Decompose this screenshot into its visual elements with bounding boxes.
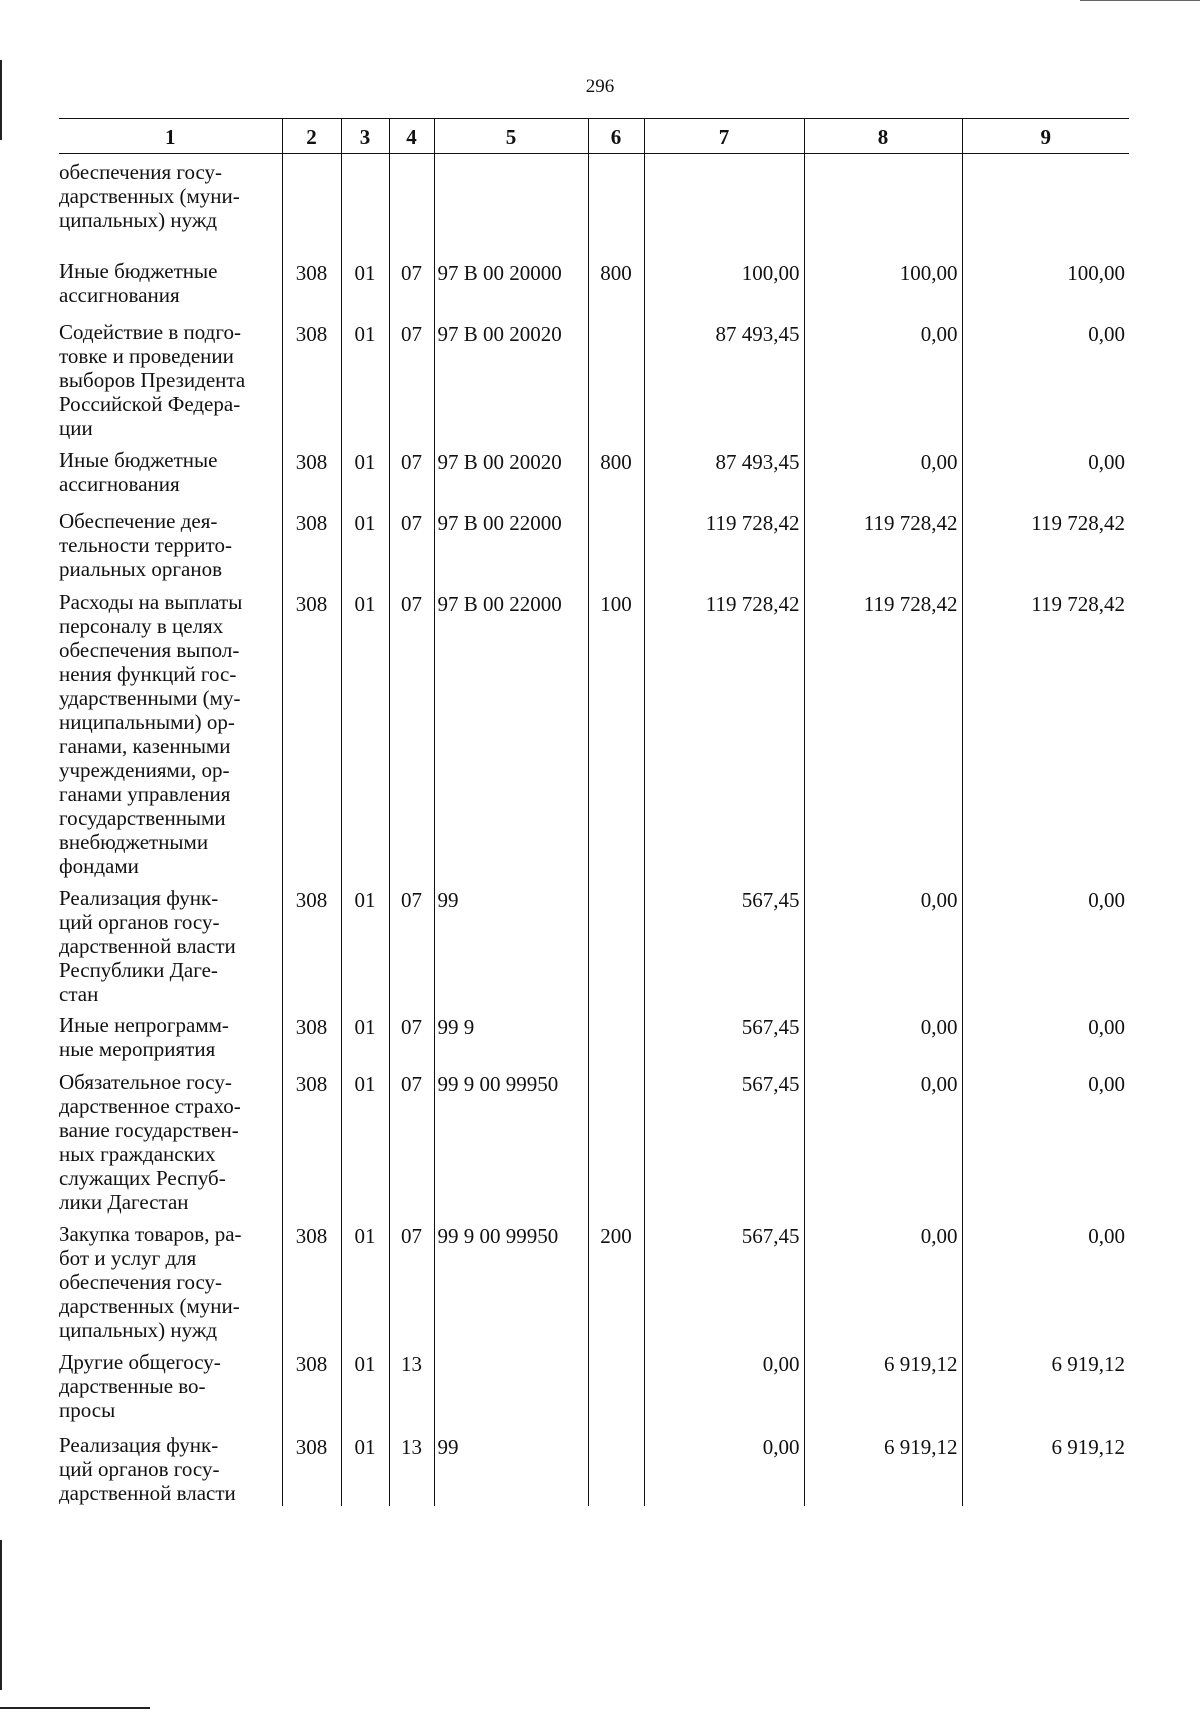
cell-code-admin: 308 [282, 878, 341, 1006]
scan-edge-mark [1080, 0, 1200, 1]
cell-target-article: 99 [434, 1426, 588, 1506]
cell-target-article [434, 154, 588, 250]
cell-code-section: 01 [341, 878, 389, 1006]
cell-amount-col7: 87 493,45 [644, 440, 804, 501]
table-row [59, 154, 1129, 250]
column-header-2: 2 [282, 119, 341, 154]
cell-code-admin: 308 [282, 1214, 341, 1342]
cell-target-article: 97 В 00 22000 [434, 501, 588, 582]
cell-code-admin: 308 [282, 1006, 341, 1062]
cell-target-article: 99 9 [434, 1006, 588, 1062]
cell-amount-col9: 6 919,12 [962, 1342, 1129, 1426]
table-row [59, 582, 1129, 878]
cell-amount-col9: 0,00 [962, 1006, 1129, 1062]
page-number: 296 [585, 76, 615, 97]
cell-code-subsection: 07 [389, 440, 434, 501]
cell-code-section: 01 [341, 1062, 389, 1214]
column-header-8: 8 [804, 119, 962, 154]
table-row [59, 878, 1129, 1006]
table-row [59, 1062, 1129, 1214]
cell-code-subsection: 13 [389, 1426, 434, 1506]
column-header-5: 5 [434, 119, 588, 154]
cell-amount-col7: 100,00 [644, 250, 804, 311]
cell-code-section: 01 [341, 440, 389, 501]
cell-target-article: 97 В 00 20020 [434, 311, 588, 440]
item-name-text: Иные бюджетные ассигнования [59, 258, 218, 307]
cell-amount-col8: 0,00 [804, 1006, 962, 1062]
scan-edge-mark [0, 1540, 2, 1690]
cell-amount-col7: 567,45 [644, 1214, 804, 1342]
cell-amount-col8: 100,00 [804, 250, 962, 311]
cell-code-admin: 308 [282, 1426, 341, 1506]
cell-amount-col9: 100,00 [962, 250, 1129, 311]
cell-amount-col8: 0,00 [804, 878, 962, 1006]
cell-amount-col8: 0,00 [804, 1214, 962, 1342]
cell-code-subsection: 07 [389, 311, 434, 440]
cell-amount-col9: 0,00 [962, 1214, 1129, 1342]
column-header-1: 1 [59, 119, 282, 154]
cell-amount-col9: 0,00 [962, 1062, 1129, 1214]
cell-amount-col8: 0,00 [804, 440, 962, 501]
cell-code-section: 01 [341, 311, 389, 440]
cell-target-article: 99 9 00 99950 [434, 1062, 588, 1214]
cell-expense-type [588, 878, 644, 1006]
cell-item-name [59, 1062, 282, 1214]
cell-amount-col8: 0,00 [804, 311, 962, 440]
table-row [59, 1214, 1129, 1342]
cell-item-name [59, 1006, 282, 1062]
cell-code-subsection: 13 [389, 1342, 434, 1426]
cell-item-name [59, 250, 282, 311]
cell-amount-col9 [962, 154, 1129, 250]
table-row [59, 250, 1129, 311]
cell-code-subsection: 07 [389, 878, 434, 1006]
item-name-text: Обеспечение дея- тельности террито- риальных органов [59, 508, 232, 581]
cell-expense-type [588, 1006, 644, 1062]
cell-target-article: 99 [434, 878, 588, 1006]
cell-code-subsection: 07 [389, 1062, 434, 1214]
cell-expense-type [588, 154, 644, 250]
cell-item-name [59, 501, 282, 582]
cell-amount-col7: 0,00 [644, 1342, 804, 1426]
cell-code-admin [282, 154, 341, 250]
column-header-9: 9 [962, 119, 1129, 154]
cell-code-admin: 308 [282, 582, 341, 878]
cell-item-name [59, 1426, 282, 1506]
item-name-text: Иные непрограмм- ные мероприятия [59, 1012, 229, 1061]
cell-amount-col9: 119 728,42 [962, 582, 1129, 878]
item-name-text: Иные бюджетные ассигнования [59, 447, 218, 496]
cell-expense-type [588, 1426, 644, 1506]
cell-item-name [59, 1342, 282, 1426]
budget-table [59, 118, 1129, 1506]
cell-expense-type: 800 [588, 440, 644, 501]
item-name-text: Расходы на выплаты персоналу в целях обеспечения выпол- нения функций гос- ударственными (му- ниципальными) ор- ганами, казенными учреждениями, ор- ганами управления государственными внебюджетными фондами [59, 589, 243, 878]
cell-expense-type [588, 1062, 644, 1214]
cell-target-article: 97 В 00 20020 [434, 440, 588, 501]
cell-target-article [434, 1342, 588, 1426]
cell-amount-col8 [804, 154, 962, 250]
cell-expense-type [588, 501, 644, 582]
cell-code-admin: 308 [282, 1062, 341, 1214]
cell-amount-col8: 0,00 [804, 1062, 962, 1214]
cell-amount-col9: 119 728,42 [962, 501, 1129, 582]
header-row [59, 119, 1129, 154]
item-name-text: Реализация функ- ций органов госу- дарственной власти Республики Даге- стан [59, 885, 236, 1006]
cell-code-admin: 308 [282, 1342, 341, 1426]
cell-code-subsection: 07 [389, 501, 434, 582]
cell-code-subsection: 07 [389, 1214, 434, 1342]
cell-code-subsection: 07 [389, 582, 434, 878]
column-header-7: 7 [644, 119, 804, 154]
table-row [59, 1006, 1129, 1062]
table-row [59, 440, 1129, 501]
cell-amount-col9: 0,00 [962, 311, 1129, 440]
cell-code-section: 01 [341, 1006, 389, 1062]
cell-item-name [59, 440, 282, 501]
cell-code-section [341, 154, 389, 250]
cell-amount-col7: 0,00 [644, 1426, 804, 1506]
cell-expense-type: 100 [588, 582, 644, 878]
cell-item-name [59, 311, 282, 440]
cell-expense-type [588, 1342, 644, 1426]
cell-code-admin: 308 [282, 440, 341, 501]
item-name-text: Реализация функ- ций органов госу- дарственной власти [59, 1432, 236, 1505]
column-header-6: 6 [588, 119, 644, 154]
table-row [59, 1342, 1129, 1426]
table-row [59, 501, 1129, 582]
cell-item-name [59, 154, 282, 250]
cell-code-subsection [389, 154, 434, 250]
cell-code-subsection: 07 [389, 250, 434, 311]
table-row [59, 1426, 1129, 1506]
cell-amount-col7: 567,45 [644, 1006, 804, 1062]
item-name-text: обеспечения госу- дарственных (муни- ципальных) нужд [59, 160, 240, 232]
cell-code-section: 01 [341, 1426, 389, 1506]
cell-target-article: 97 В 00 22000 [434, 582, 588, 878]
cell-expense-type [588, 311, 644, 440]
table-row [59, 311, 1129, 440]
cell-amount-col9: 0,00 [962, 440, 1129, 501]
cell-amount-col7: 567,45 [644, 878, 804, 1006]
cell-code-section: 01 [341, 1342, 389, 1426]
cell-code-admin: 308 [282, 311, 341, 440]
cell-amount-col8: 119 728,42 [804, 501, 962, 582]
cell-amount-col8: 6 919,12 [804, 1426, 962, 1506]
cell-code-admin: 308 [282, 250, 341, 311]
column-header-4: 4 [389, 119, 434, 154]
cell-amount-col8: 119 728,42 [804, 582, 962, 878]
item-name-text: Содействие в подго- товке и проведении выборов Президента Российской Федера- ции [59, 319, 246, 440]
item-name-text: Обязательное госу- дарственное страхо- вание государствен- ных гражданских служащих Респуб- лики Дагестан [59, 1069, 241, 1214]
cell-amount-col9: 6 919,12 [962, 1426, 1129, 1506]
cell-amount-col7: 567,45 [644, 1062, 804, 1214]
cell-code-admin: 308 [282, 501, 341, 582]
item-name-text: Закупка товаров, ра- бот и услуг для обеспечения госу- дарственных (муни- ципальных) нужд [59, 1221, 242, 1342]
item-name-text: Другие общегосу- дарственные во- просы [59, 1349, 221, 1422]
cell-amount-col8: 6 919,12 [804, 1342, 962, 1426]
cell-item-name [59, 582, 282, 878]
cell-code-section: 01 [341, 250, 389, 311]
cell-amount-col7 [644, 154, 804, 250]
scan-edge-mark [0, 1707, 150, 1709]
cell-target-article: 99 9 00 99950 [434, 1214, 588, 1342]
cell-expense-type: 200 [588, 1214, 644, 1342]
cell-amount-col7: 87 493,45 [644, 311, 804, 440]
cell-amount-col7: 119 728,42 [644, 582, 804, 878]
column-header-3: 3 [341, 119, 389, 154]
cell-item-name [59, 878, 282, 1006]
cell-code-section: 01 [341, 1214, 389, 1342]
cell-amount-col9: 0,00 [962, 878, 1129, 1006]
cell-target-article: 97 В 00 20000 [434, 250, 588, 311]
cell-item-name [59, 1214, 282, 1342]
cell-code-subsection: 07 [389, 1006, 434, 1062]
cell-code-section: 01 [341, 582, 389, 878]
cell-expense-type: 800 [588, 250, 644, 311]
cell-code-section: 01 [341, 501, 389, 582]
cell-amount-col7: 119 728,42 [644, 501, 804, 582]
scan-edge-mark [0, 60, 2, 140]
